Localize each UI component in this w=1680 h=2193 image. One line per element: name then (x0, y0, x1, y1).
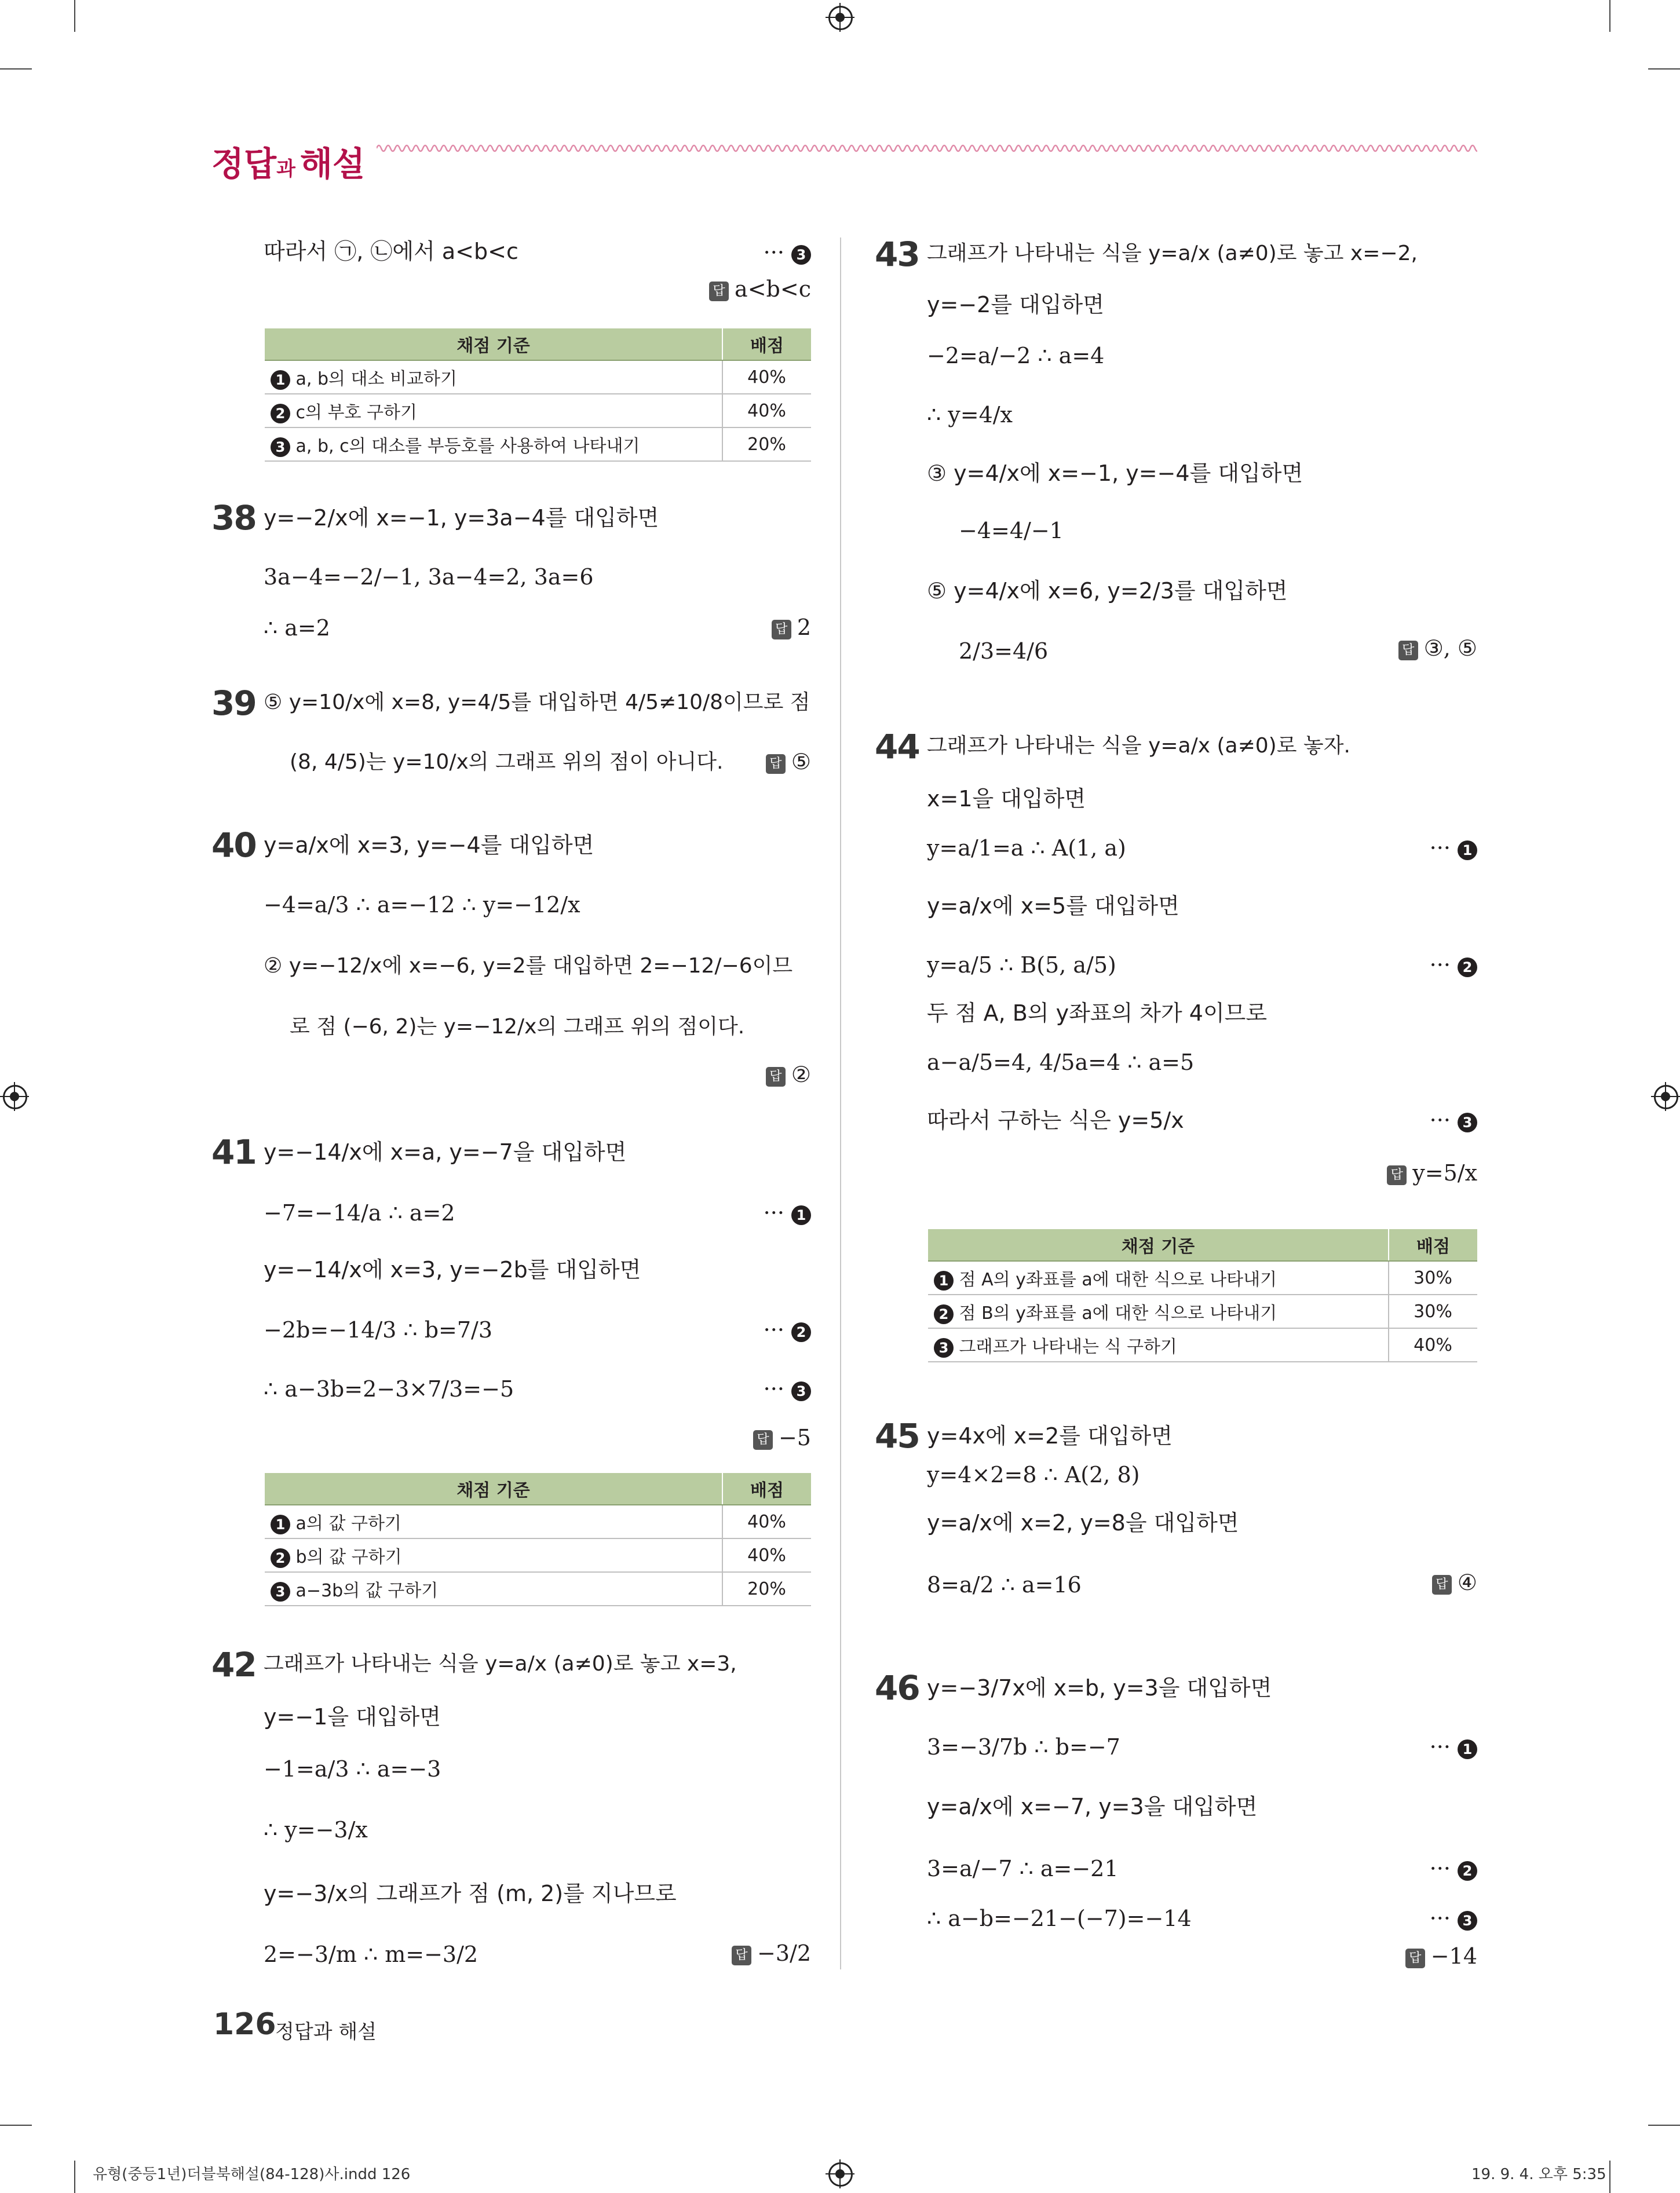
answer-42: 답 −3/2 (732, 1940, 811, 1966)
table-row: 3 그래프가 나타내는 식 구하기 40% (928, 1328, 1477, 1362)
q38-line1: y=−2/x에 x=−1, y=3a−4를 대입하면 (264, 505, 659, 531)
q42-line4: ∴ y=−3/x (264, 1817, 368, 1843)
registration-mark-bottom (826, 2159, 854, 2188)
step-marker: ··· 2 (764, 1319, 811, 1342)
table-row: 1 점 A의 y좌표를 a에 대한 식으로 나타내기 30% (928, 1261, 1477, 1295)
q39-line2: (8, 4/5)는 y=10/x의 그래프 위의 점이 아니다. (290, 750, 724, 774)
scoring-table-3: 채점 기준 배점 1 점 A의 y좌표를 a에 대한 식으로 나타내기 30% 2 점 B의 y좌표를 a에 대한 식으로 나타내기 30% 3 그래프가 나타내는 식 구하기 40% (928, 1229, 1477, 1362)
scoring-table-2: 채점 기준 배점 1 a의 값 구하기 40% 2 b의 값 구하기 40% 3 a−3b의 값 구하기 20% (265, 1473, 811, 1606)
step-marker: ··· 2 (1430, 1858, 1477, 1881)
q42-line2: y=−1을 대입하면 (264, 1704, 441, 1730)
q45-line3: y=a/x에 x=2, y=8을 대입하면 (927, 1510, 1239, 1536)
q44-line6: 두 점 A, B의 y좌표의 차가 4이므로 (927, 1000, 1268, 1026)
crop-mark (74, 0, 75, 32)
step-marker: ··· 1 (1430, 837, 1477, 860)
question-number-43: 43 (875, 235, 919, 274)
step-marker: ··· 3 (764, 1378, 811, 1401)
q39-line1: ⑤ y=10/x에 x=8, y=4/5를 대입하면 4/5≠10/8이므로 점 (264, 690, 810, 714)
crop-mark (1609, 0, 1610, 32)
footer-label: 정답과 해설 (275, 2020, 377, 2044)
q43-line4: ∴ y=4/x (927, 402, 1013, 427)
q44-line4: y=a/x에 x=5를 대입하면 (927, 893, 1179, 919)
q44-line8: 따라서 구하는 식은 y=5/x (927, 1108, 1184, 1133)
print-slug-file: 유형(중등1년)더블북해설(84-128)사.indd 126 (93, 2166, 411, 2183)
answer-44: 답 y=5/x (1387, 1160, 1477, 1186)
question-number-41: 41 (211, 1132, 256, 1172)
question-number-46: 46 (875, 1668, 919, 1708)
answer-39: 답 ⑤ (766, 749, 811, 774)
table-row: 2 c의 부호 구하기 40% (265, 394, 811, 427)
print-slug-date: 19. 9. 4. 오후 5:35 (1471, 2166, 1606, 2183)
q45-line1: y=4x에 x=2를 대입하면 (927, 1423, 1173, 1449)
crop-mark (0, 2125, 32, 2126)
crop-mark (1609, 2161, 1610, 2193)
step-marker: ··· 3 (1430, 1907, 1477, 1931)
crop-mark (1648, 68, 1680, 70)
q44-line1: 그래프가 나타내는 식을 y=a/x (a≠0)로 놓자. (927, 734, 1350, 758)
q46-line3: y=a/x에 x=−7, y=3을 대입하면 (927, 1794, 1258, 1819)
answer-45: 답 ④ (1432, 1570, 1477, 1595)
q42-line6: 2=−3/m ∴ m=−3/2 (264, 1942, 479, 1967)
page-header-title: 정답과 해설 (211, 144, 365, 184)
answer-46: 답 −14 (1405, 1943, 1477, 1969)
answer-43: 답 ③, ⑤ (1398, 635, 1477, 661)
q44-line2: x=1을 대입하면 (927, 786, 1086, 812)
q40-line4: 로 점 (−6, 2)는 y=−12/x의 그래프 위의 점이다. (290, 1015, 745, 1039)
question-number-38: 38 (211, 498, 256, 538)
q42-line3: −1=a/3 ∴ a=−3 (264, 1756, 441, 1782)
answer-intro: 답 a<b<c (709, 276, 811, 302)
registration-mark-left (0, 1082, 29, 1111)
q38-line2: 3a−4=−2/−1, 3a−4=2, 3a=6 (264, 564, 594, 590)
q46-line4: 3=a/−7 ∴ a=−21 (927, 1856, 1119, 1881)
step-marker: ··· 3 (764, 242, 811, 265)
q44-line7: a−a/5=4, 4/5a=4 ∴ a=5 (927, 1050, 1195, 1075)
column-divider (840, 237, 841, 1969)
q46-line1: y=−3/7x에 x=b, y=3을 대입하면 (927, 1675, 1272, 1701)
header-wave-decoration (377, 141, 1477, 155)
question-number-39: 39 (211, 684, 256, 723)
q42-line1: 그래프가 나타내는 식을 y=a/x (a≠0)로 놓고 x=3, (264, 1652, 737, 1676)
step-marker: ··· 3 (1430, 1109, 1477, 1132)
answer-41: 답 −5 (753, 1425, 811, 1450)
intro-line: 따라서 ㉠, ㉡에서 a<b<c (264, 239, 518, 264)
table-row: 3 a, b, c의 대소를 부등호를 사용하여 나타내기 20% (265, 427, 811, 461)
q40-line1: y=a/x에 x=3, y=−4를 대입하면 (264, 832, 594, 858)
table-row: 3 a−3b의 값 구하기 20% (265, 1572, 811, 1606)
q43-line2: y=−2를 대입하면 (927, 292, 1104, 317)
q45-line2: y=4×2=8 ∴ A(2, 8) (927, 1462, 1140, 1487)
q44-line5: y=a/5 ∴ B(5, a/5) (927, 952, 1116, 978)
table-row: 1 a, b의 대소 비교하기 40% (265, 360, 811, 394)
q43-line5: ③ y=4/x에 x=−1, y=−4를 대입하면 (927, 460, 1303, 486)
q41-line2: −7=−14/a ∴ a=2 (264, 1200, 455, 1226)
registration-mark-right (1651, 1082, 1680, 1111)
step-marker: ··· 1 (764, 1202, 811, 1225)
step-marker: ··· 1 (1430, 1736, 1477, 1759)
table-row: 1 a의 값 구하기 40% (265, 1505, 811, 1538)
crop-mark (74, 2161, 75, 2193)
q40-line3: ② y=−12/x에 x=−6, y=2를 대입하면 2=−12/−6이므 (264, 954, 793, 978)
crop-mark (0, 68, 32, 70)
q41-line5: ∴ a−3b=2−3×7/3=−5 (264, 1376, 514, 1402)
question-number-45: 45 (875, 1416, 919, 1456)
registration-mark-top (826, 3, 854, 32)
question-number-40: 40 (211, 825, 256, 865)
crop-mark (1648, 2125, 1680, 2126)
q46-line2: 3=−3/7b ∴ b=−7 (927, 1734, 1120, 1760)
answer-38: 답 2 (772, 615, 811, 640)
q41-line4: −2b=−14/3 ∴ b=7/3 (264, 1317, 493, 1343)
page-number: 126 (213, 2007, 276, 2042)
q41-line1: y=−14/x에 x=a, y=−7을 대입하면 (264, 1139, 627, 1165)
q44-line3: y=a/1=a ∴ A(1, a) (927, 835, 1126, 861)
table-row: 2 b의 값 구하기 40% (265, 1538, 811, 1572)
step-marker: ··· 2 (1430, 954, 1477, 977)
q41-line3: y=−14/x에 x=3, y=−2b를 대입하면 (264, 1257, 641, 1282)
q43-line7: ⑤ y=4/x에 x=6, y=2/3를 대입하면 (927, 578, 1288, 604)
q42-line5: y=−3/x의 그래프가 점 (m, 2)를 지나므로 (264, 1881, 677, 1906)
q43-line8: 2/3=4/6 (959, 638, 1049, 664)
question-number-44: 44 (875, 727, 919, 766)
table-row: 2 점 B의 y좌표를 a에 대한 식으로 나타내기 30% (928, 1295, 1477, 1328)
answer-40: 답 ② (766, 1062, 811, 1087)
q45-line4: 8=a/2 ∴ a=16 (927, 1572, 1082, 1598)
question-number-42: 42 (211, 1645, 256, 1684)
q46-line5: ∴ a−b=−21−(−7)=−14 (927, 1906, 1192, 1931)
scoring-table-1: 채점 기준 배점 1 a, b의 대소 비교하기 40% 2 c의 부호 구하기 40% 3 a, b, c의 대소를 부등호를 사용하여 나타내기 20% (265, 328, 811, 462)
q43-line1: 그래프가 나타내는 식을 y=a/x (a≠0)로 놓고 x=−2, (927, 242, 1418, 265)
q43-line6: −4=4/−1 (959, 518, 1064, 543)
q38-line3: ∴ a=2 (264, 615, 330, 641)
q40-line2: −4=a/3 ∴ a=−12 ∴ y=−12/x (264, 892, 580, 918)
q43-line3: −2=a/−2 ∴ a=4 (927, 343, 1105, 368)
